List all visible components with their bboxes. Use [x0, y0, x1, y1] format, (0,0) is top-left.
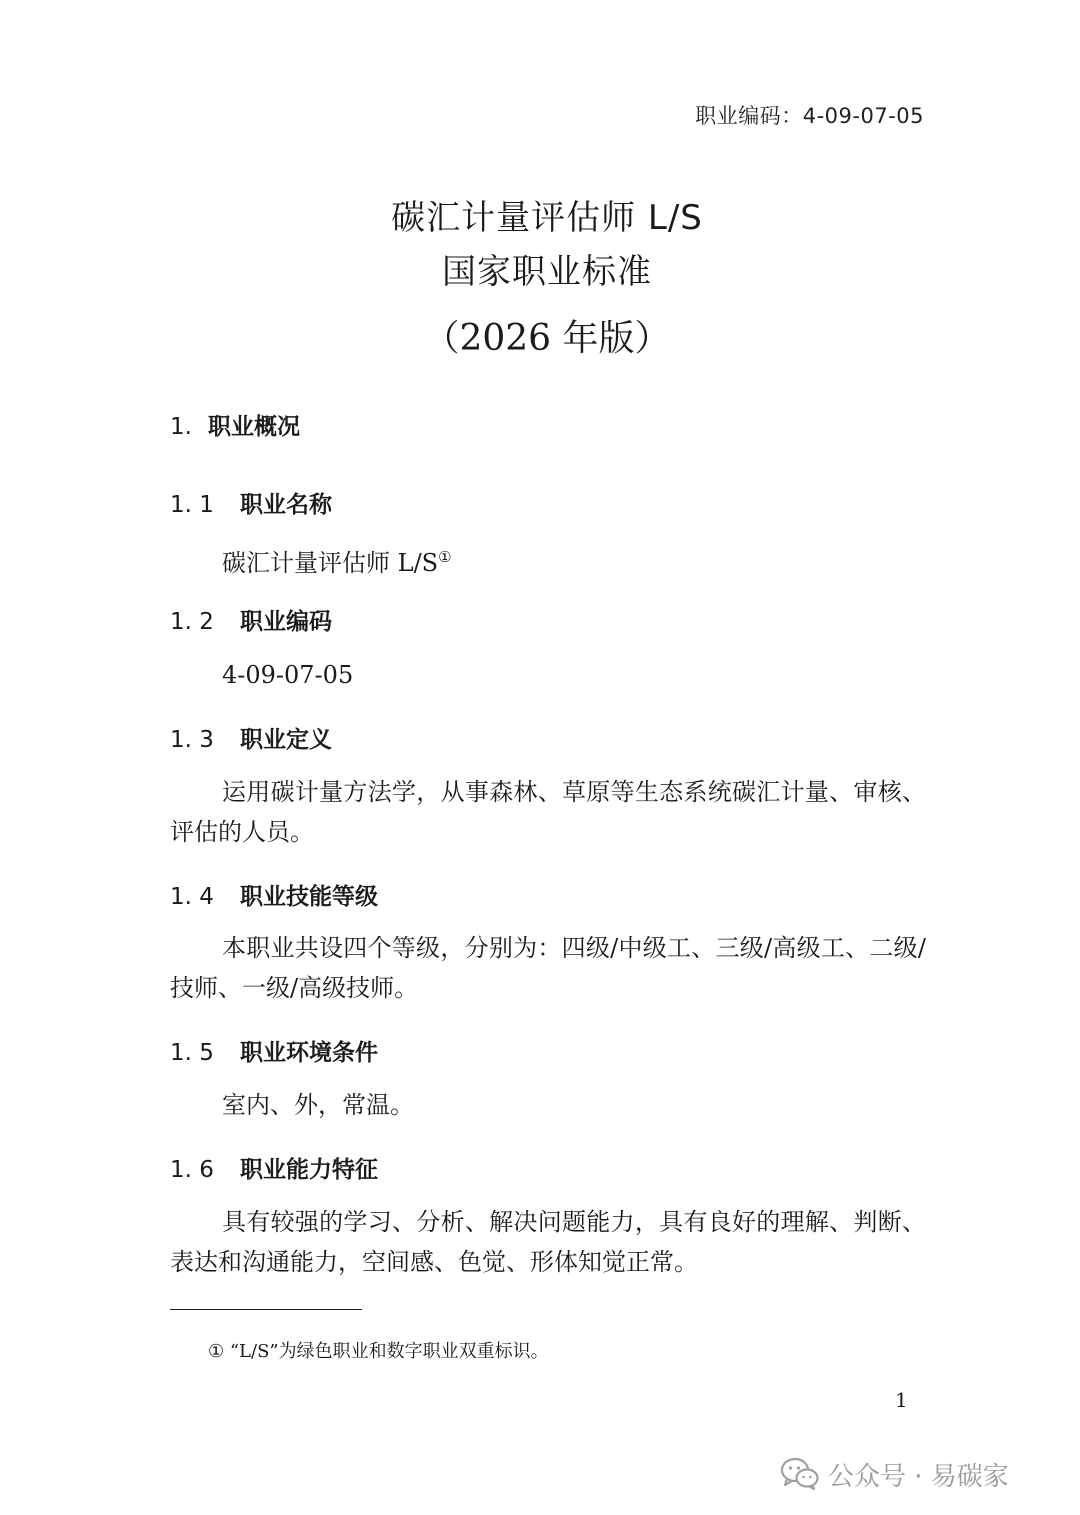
section-body-1-5: 室内、外，常温。 [222, 1091, 414, 1119]
footnote-marker: ① [438, 548, 452, 566]
footnote-separator [170, 1309, 362, 1310]
document-subtitle: 国家职业标准 [442, 252, 652, 292]
section-heading-1-4: 1. 4 职业技能等级 [170, 884, 378, 910]
section-body-1-4: 本职业共设四个等级，分别为：四级/中级工、三级/高级工、二级/技师、一级/高级技师。 [170, 934, 926, 1002]
section-heading-1: 1. 职业概况 [170, 414, 300, 440]
occupation-code-label: 职业编码：4-09-07-05 [695, 104, 924, 128]
page-number: 1 [895, 1388, 908, 1412]
section-heading-1-1: 1. 1 职业名称 [170, 492, 332, 518]
footnote: ① “L/S”为绿色职业和数字职业双重标识。 [208, 1341, 549, 1362]
document-title: 碳汇计量评估师 L/S [391, 198, 703, 238]
watermark-text: 公众号 · 易碳家 [828, 1461, 1009, 1492]
section-heading-1-5: 1. 5 职业环境条件 [170, 1040, 378, 1066]
section-heading-1-3: 1. 3 职业定义 [170, 727, 332, 753]
watermark [780, 1454, 1009, 1494]
section-heading-1-6: 1. 6 职业能力特征 [170, 1157, 378, 1183]
section-body-1-2: 4-09-07-05 [222, 661, 354, 689]
edition-label: （2026 年版） [423, 318, 671, 359]
section-body-1-3: 运用碳计量方法学，从事森林、草原等生态系统碳汇计量、审核、评估的人员。 [170, 778, 926, 846]
wechat-icon [780, 1457, 820, 1491]
section-body-1-6: 具有较强的学习、分析、解决问题能力，具有良好的理解、判断、表达和沟通能力，空间感、色觉、形体知觉正常。 [170, 1208, 926, 1276]
section-heading-1-2: 1. 2 职业编码 [170, 609, 332, 635]
section-body-1-1: 碳汇计量评估师 L/S① [222, 548, 452, 577]
